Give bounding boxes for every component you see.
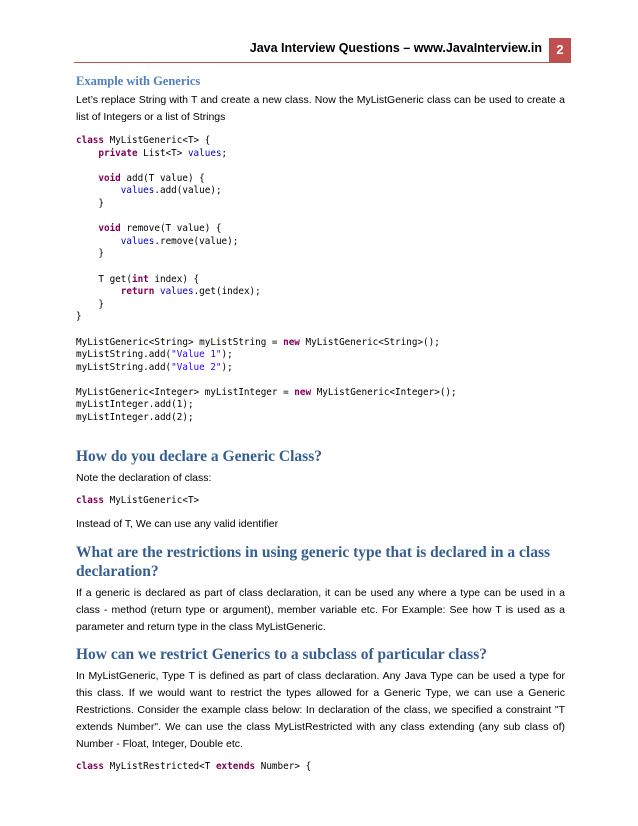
question-text-declare: Note the declaration of class: (76, 471, 212, 484)
code-line: class MyListRestricted<T extends Number> { (76, 761, 312, 773)
code-line: void remove(T value) { (98, 223, 222, 235)
code-line: MyListGeneric<String> myListString = new MyListGeneric<String>(); (76, 336, 440, 348)
code-line: myListString.add("Value 1"); (76, 349, 233, 361)
question-note-declare: Instead of T, We can use any valid identifier (76, 518, 279, 531)
code-declare-class (76, 495, 565, 508)
code-restricted-class (76, 761, 565, 774)
code-line: } (76, 248, 104, 260)
question-text-restrictions: If a generic is declared as part of class declaration, it can be used any where a type can be used in a class - method (return type or argument), member variable etc. For Example: See how T is used as a parameter and return type in the class MyListGeneric. (76, 587, 565, 634)
code-line: void add(T value) { (98, 172, 205, 184)
code-line: values.add(value); (120, 185, 222, 197)
code-line: } (76, 298, 104, 310)
section-text-example: Let’s replace String with T and create a new class. Now the MyListGeneric class can be used to create a list of Integers or a list of Strings (76, 94, 565, 123)
code-line: myListInteger.add(2); (76, 412, 194, 424)
section-heading-example: Example with Generics (76, 74, 201, 88)
question-heading-restrictions: What are the restrictions in using generic type that is declared in a class declaration? (76, 544, 551, 581)
page-header (0, 38, 571, 62)
code-block-generic-class (76, 135, 565, 425)
question-text-restrict-subclass: In MyListGeneric, Type T is defined as part of class declaration. Any Java Type can be used a type for this class. If we would want to restrict the types allowed for a Generic Type, we can use a Generic Restrictions. Consider the example class below: In declaration of the class, we specified a constraint "T extends Number". We can use the class MyListRestricted with any class extending (any sub class of) Number - Float, Integer, Double etc. (76, 670, 565, 751)
code-line: } (76, 311, 82, 323)
code-line: return values.get(index); (120, 286, 261, 298)
code-line: class MyListGeneric<T> (76, 494, 200, 506)
question-heading-declare: How do you declare a Generic Class? (76, 447, 322, 465)
code-line: private List<T> values; (98, 147, 228, 159)
page-content (76, 74, 565, 774)
header-title: Java Interview Questions – www.JavaInterview.in (249, 41, 542, 55)
code-line: values.remove(value); (120, 235, 239, 247)
code-line: myListString.add("Value 2"); (76, 361, 233, 373)
header-rule (74, 62, 571, 63)
code-line: myListInteger.add(1); (76, 399, 194, 411)
code-line: } (76, 197, 104, 209)
code-line: MyListGeneric<Integer> myListInteger = new MyListGeneric<Integer>(); (76, 386, 457, 398)
question-heading-restrict-subclass: How can we restrict Generics to a subclass of particular class? (76, 646, 487, 664)
code-line: class MyListGeneric<T> { (76, 135, 211, 146)
page-number-badge: 2 (549, 38, 571, 62)
code-line: T get(int index) { (76, 273, 200, 285)
